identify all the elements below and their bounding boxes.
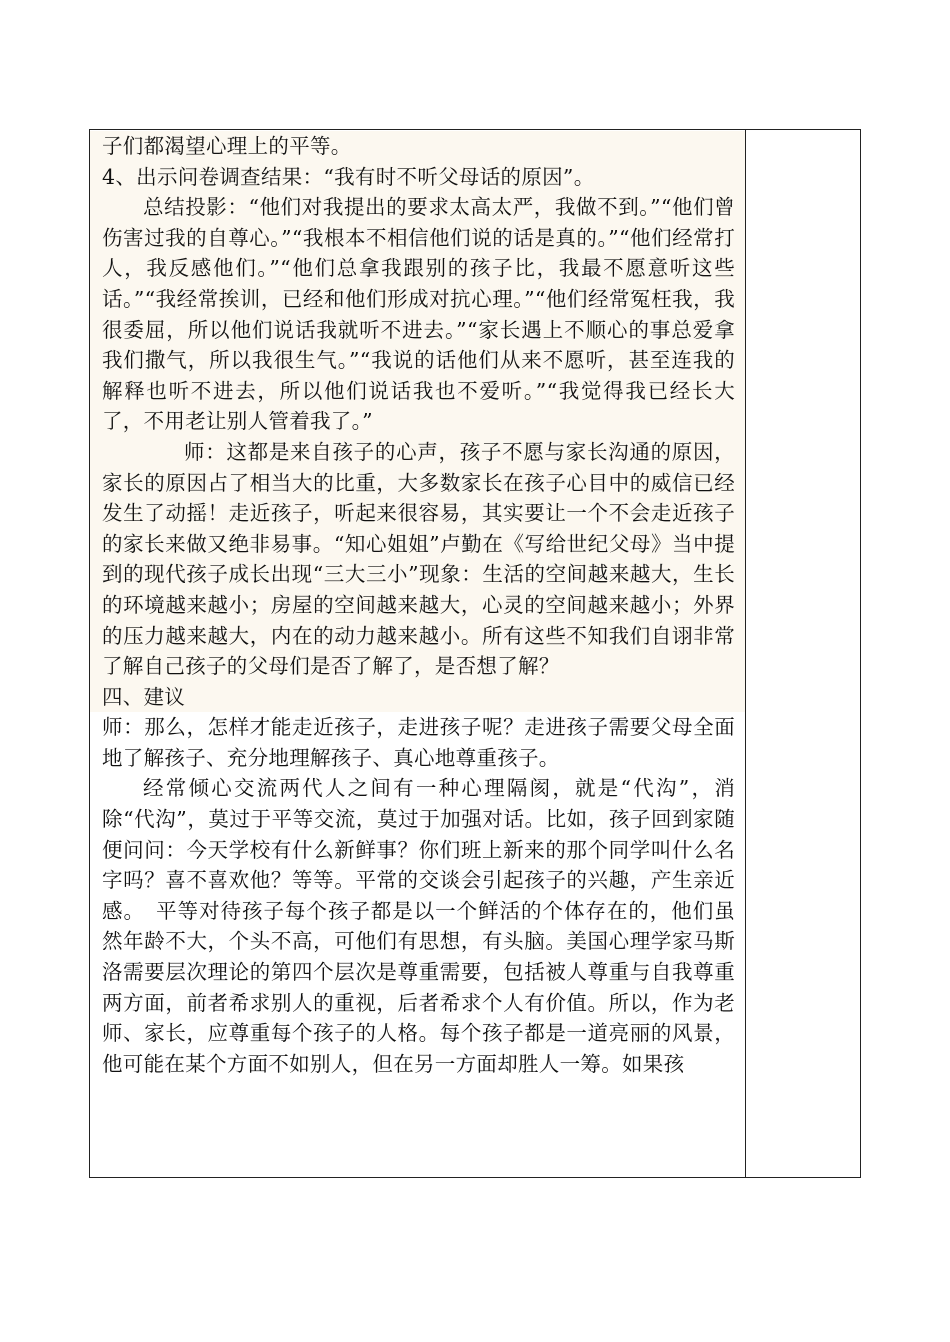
lesson-table — [89, 129, 861, 1178]
paragraph-summary-projection: 总结投影：“他们对我提出的要求太高太严，我做不到。”“他们曾伤害过我的自尊心。”“我根本不相信他们说的话是真的。”“他们经常打人，我反感他们。”“他们总拿我跟别的孩子比，我最不愿意听这些话。”“我经常挨训，已经和他们形成对抗心理。”“他们经常冤枉我，我很委屈，所以他们说话我就听不进去。”“家长遇上不顺心的事总爱拿我们撒气，所以我很生气。”“我说的话他们从来不愿听，甚至连我的解释也听不进去，所以他们说话我也不爱听。”“我觉得我已经长大了，不用老让别人管着我了。” — [102, 195, 735, 434]
notes-cell — [746, 130, 860, 1177]
content-cell — [90, 130, 746, 1177]
shaded-text-block — [90, 131, 745, 712]
paragraph-survey-heading: 4、出示问卷调查结果：“我有时不听父母话的原因”。 — [102, 164, 595, 189]
paragraph-continuation: 子们都渴望心理上的平等。 — [102, 134, 352, 158]
paragraph-teacher-remark: 师：这都是来自孩子的心声，孩子不愿与家长沟通的原因，家长的原因占了相当大的比重，大多数家长在孩子心目中的威信已经发生了动摇！走近孩子，听起来很容易，其实要让一个不会走近孩子的家长来做又绝非易事。“知心姐姐”卢勤在《写给世纪父母》当中提到的现代孩子成长出现“三大三小”现象：生活的空间越来越大，生长的环境越来越小；房屋的空间越来越大，心灵的空间越来越小；外界的压力越来越大，内在的动力越来越小。所有这些不知我们自诩非常了解自己孩子的父母们是否了解了，是否想了解？ — [102, 439, 735, 679]
paragraph-communication-advice: 经常倾心交流两代人之间有一种心理隔阂，就是“代沟”，消除“代沟”，莫过于平等交流，莫过于加强对话。比如，孩子回到家随便问问：今天学校有什么新鲜事？你们班上新来的那个同学叫什么名字吗？喜不喜欢他？等等。平常的交谈会引起孩子的兴趣，产生亲近感。 平等对待孩子每个孩子都是以一个鲜活的个体存在的，他们虽然年龄不大，个头不高，可他们有思想，有头脑。美国心理学家马斯洛需要层次理论的第四个层次是尊重需要，包括被人尊重与自我尊重两方面，前者希求别人的重视，后者希求个人有价值。所以，作为老师、家长，应尊重每个孩子的人格。每个孩子都是一道亮丽的风景，他可能在某个方面不如别人，但在另一方面却胜人一筹。如果孩 — [102, 776, 735, 1076]
paragraph-teacher-question: 师：那么，怎样才能走近孩子，走进孩子呢？走进孩子需要父母全面地了解孩子、充分地理解孩子、真心地尊重孩子。 — [102, 715, 735, 770]
section-heading-suggestions: 四、建议 — [102, 684, 186, 709]
